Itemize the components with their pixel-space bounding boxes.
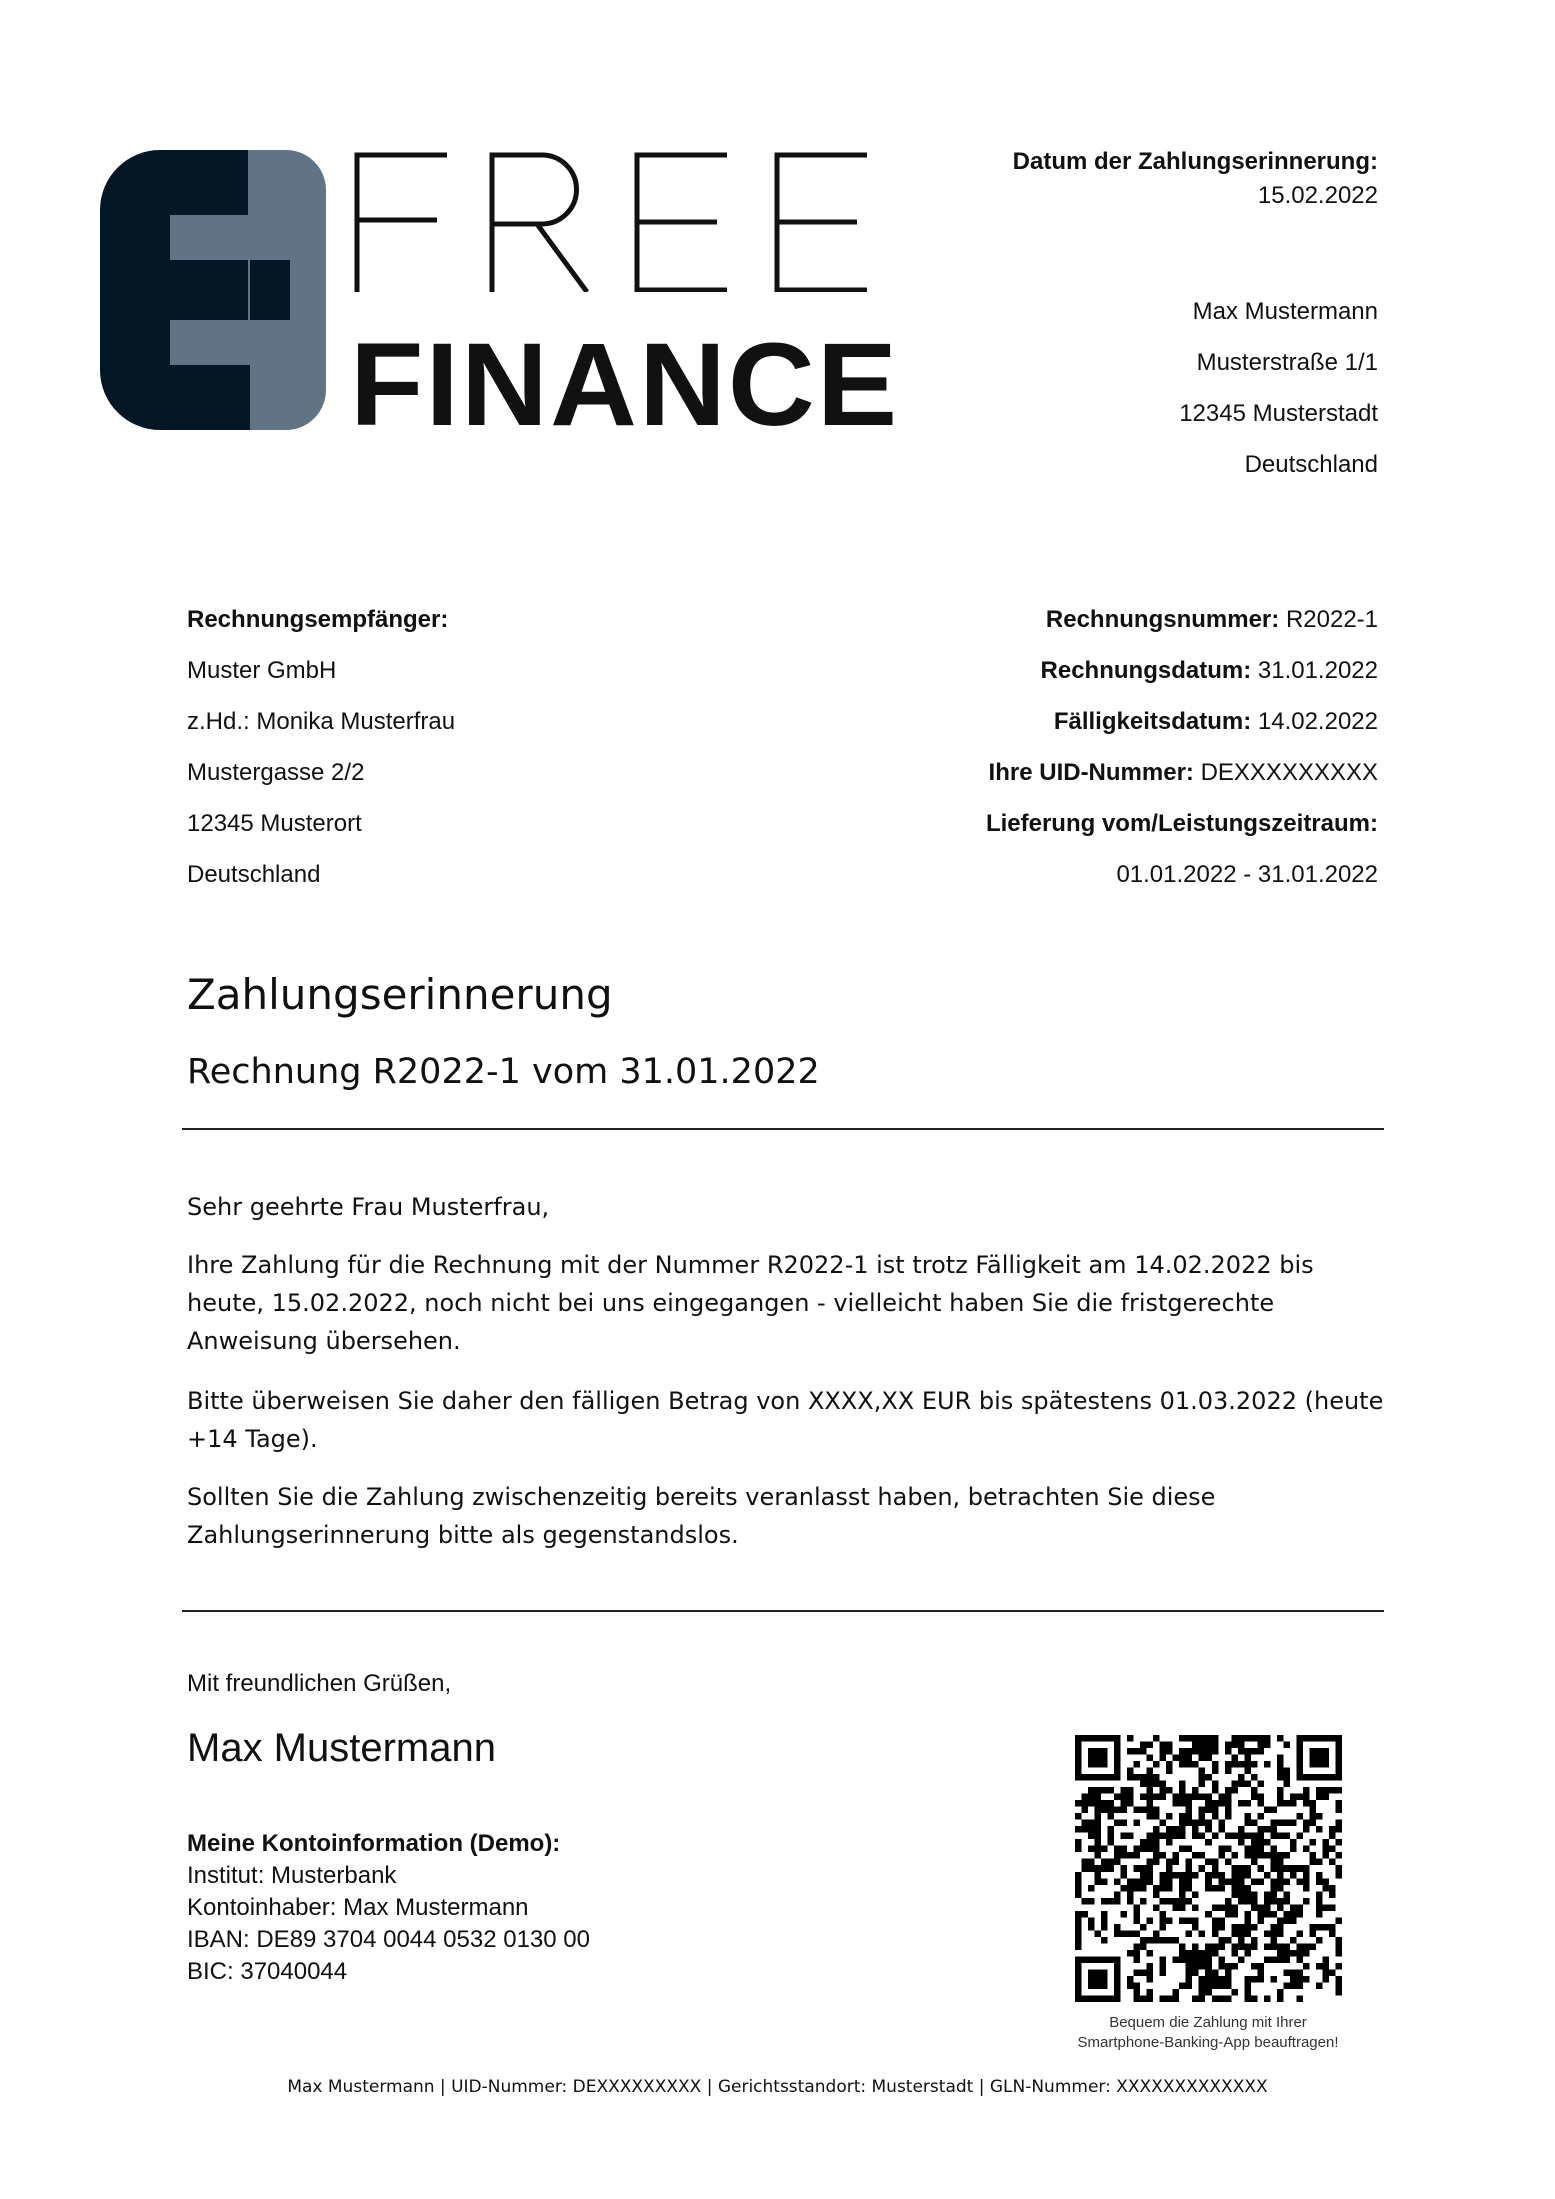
invoice-date-value: 31.01.2022 [1257, 657, 1378, 684]
footer: Max Mustermann | UID-Nummer: DEXXXXXXXXX | Gerichtsstandort: Musterstadt | GLN-Nummer: XXXXXXXXXXXXX [287, 2077, 1268, 2097]
invoice-date [1041, 657, 1378, 685]
body-paragraph-2: Bitte überweisen Sie daher den fälligen Betrag von XXXX,XX EUR bis spätestens 01.03.2022 (heute +14 Tage). [187, 1387, 1384, 1453]
recipient-country: Deutschland [187, 861, 321, 888]
service-period-label: Lieferung vom/Leistungszeitraum: [985, 810, 1378, 837]
sender-country: Deutschland [1244, 451, 1378, 478]
due-date-label: Fälligkeitsdatum: [1053, 708, 1252, 735]
service-period-value: 01.01.2022 - 31.01.2022 [1116, 861, 1378, 888]
uid-number-label: Ihre UID-Nummer: [988, 759, 1194, 786]
logo-wordmark-free [352, 152, 872, 292]
body-paragraph-3: Sollten Sie die Zahlung zwischenzeitig bereits veranlasst haben, betrachten Sie diese Zahlungserinnerung bitte als gegenstandslos. [187, 1483, 1216, 1549]
invoice-number-label: Rechnungsnummer: [1045, 606, 1280, 633]
account-holder: Kontoinhaber: Max Mustermann [187, 1894, 529, 1921]
logo-wordmark-finance: FINANCE [350, 319, 900, 451]
divider-top [182, 1128, 1384, 1130]
salutation: Sehr geehrte Frau Musterfrau, [187, 1193, 550, 1221]
account-bic: BIC: 37040044 [187, 1958, 348, 1985]
page-title: Zahlungserinnerung [187, 970, 613, 1019]
page-subtitle: Rechnung R2022-1 vom 31.01.2022 [187, 1052, 820, 1092]
sender-name: Max Mustermann [1192, 298, 1378, 325]
recipient-street: Mustergasse 2/2 [187, 759, 365, 786]
sender-street: Musterstraße 1/1 [1196, 349, 1378, 376]
reminder-date-label: Datum der Zahlungserinnerung: [1012, 148, 1378, 175]
invoice-number [1046, 606, 1378, 634]
body-paragraph-1: Ihre Zahlung für die Rechnung mit der Nummer R2022-1 ist trotz Fälligkeit am 14.02.2022 bis heute, 15.02.2022, noch nicht bei uns eingegangen - vielleicht haben Sie die fristgerechte Anweisung übersehen. [187, 1251, 1314, 1355]
uid-number [989, 759, 1378, 787]
logo-mark-icon [100, 150, 326, 430]
recipient-attention: z.Hd.: Monika Musterfrau [187, 708, 456, 735]
recipient-company: Muster GmbH [187, 657, 337, 684]
uid-number-value: DEXXXXXXXXX [1200, 759, 1378, 786]
invoice-number-value: R2022-1 [1285, 606, 1378, 633]
divider-bottom [182, 1610, 1384, 1612]
recipient-label: Rechnungsempfänger: [187, 606, 449, 633]
account-title: Meine Kontoinformation (Demo): [187, 1830, 561, 1857]
qr-code-icon [1075, 1735, 1342, 2002]
recipient-city: 12345 Musterort [187, 810, 362, 837]
sender-city: 12345 Musterstadt [1179, 400, 1378, 427]
closing: Mit freundlichen Grüßen, [187, 1670, 452, 1697]
account-iban: IBAN: DE89 3704 0044 0532 0130 00 [187, 1926, 590, 1953]
invoice-date-label: Rechnungsdatum: [1040, 657, 1252, 684]
due-date [1054, 708, 1378, 736]
account-bank: Institut: Musterbank [187, 1862, 397, 1889]
qr-caption-line-1: Bequem die Zahlung mit Ihrer [1109, 2014, 1307, 2031]
signature: Max Mustermann [187, 1726, 496, 1770]
due-date-value: 14.02.2022 [1257, 708, 1378, 735]
reminder-date-value: 15.02.2022 [1257, 182, 1378, 209]
qr-caption-line-2: Smartphone-Banking-App beauftragen! [1077, 2034, 1339, 2051]
